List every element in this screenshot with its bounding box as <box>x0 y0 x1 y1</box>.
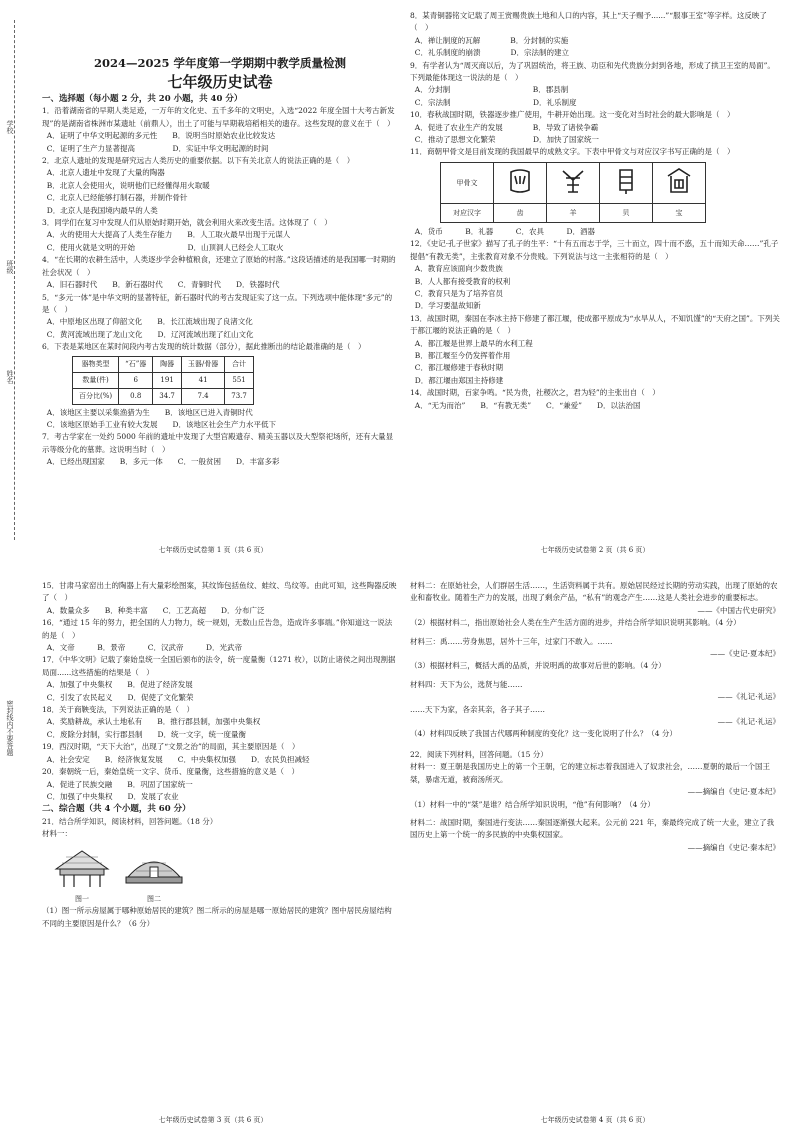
question-6-table <box>72 356 254 405</box>
oracle-bone-table <box>440 162 706 223</box>
table-header-cell: 器物类型 <box>73 356 119 372</box>
table-cell: 73.7 <box>225 388 254 404</box>
figure-1-caption: 图一 <box>75 894 89 903</box>
material-2-source: ——《中国古代史研究》 <box>697 605 780 615</box>
figure-2 <box>124 847 184 906</box>
binding-class-label: 班级 <box>6 260 14 274</box>
material-1-images <box>52 847 398 906</box>
oracle-glyph-tooth-icon <box>494 162 547 203</box>
question-11-options: A．货币 B．礼器 C．农具 D．酒器 <box>410 226 595 236</box>
material-6: 材料二：战国时期，秦国进行变法……秦国逐渐强大起来。公元前 221 年，秦最终完成了统一大业，建立了我国历史上第一个统一的多民族的中央集权国家。 <box>410 817 775 840</box>
questions-15-20: 15．甘肃马家窑出土的陶器上有大量彩绘图案，其纹饰包括鱼纹、蛙纹、鸟纹等。由此可知，这些陶器反映了（ ） A．数量众多 B．种类丰富 C．工艺高超 D．分布广泛 16．“通过 15 年的努力，把全国的人力物力，统一规划，无数山丘告急，造成许多事端。”你知道这一说法的是（ ） A．文帝 B．景帝 C．汉武帝 D．光武帝 17．《中华文明》记载了秦始皇统一全国后颁布的法令，统一度量衡（1271 枚），以防止诸侯之间出现割据局面......这些措施的结果是（ ） A．加强了中央集权 B．促进了经济发展 C．引发了农民起义 D．促使了文化繁荣 18．关于商鞅变法，下列说法正确的是（ ） A．奖励耕战，承认土地私有 B．推行郡县制，加强中央集权 C．废除分封制，实行郡县制 D．统一文字，统一度量衡 19．西汉时期，“天下大治”，出现了“文景之治”的局面，其主要原因是（ ） A．社会安定 B．经济恢复发展 C．中央集权加强 D．农民负担减轻 20．秦朝统一后，秦始皇统一文字、货币、度量衡，这些措施的意义是（ ） A．促进了民族交融 B．巩固了国家统一 C．加强了中央集权 D．发展了农业 <box>42 581 397 801</box>
question-21-4: （4）材料四反映了我国古代哪两种制度的变化？这一变化说明了什么？（4 分） <box>410 729 677 739</box>
page-3 <box>28 580 398 1128</box>
table-cell: 0.8 <box>119 388 153 404</box>
questions-12-14: 12．《史记·孔子世家》描写了孔子的生平：“十有五而志于学，三十而立，四十而不惑，五十而知天命……”孔子提倡“有教无类”，主张教育对象不分贵贱。下列说法与这一主张相符的是（ ） A．教育应该面向少数贵族 B．人人都有接受教育的权利 C．教育只是为了培养官员 D．学习要温故知新 13．战国时期，秦国在李冰主持下修建了都江堰，使成都平原成为“水旱从人，不知饥馑”的“天府之国”。下列关于都江堰的说法正确的是（ ） A．都江堰是世界上最早的水利工程 B．都江堰至今仍发挥着作用 C．都江堰修建于春秋时期 D．都江堰由郑国主持修建 14．战国时期，百家争鸣。“民为贵，社稷次之，君为轻”的主张出自（ ） A．“无为而治” B．“有教无类” C．“兼爱” D．以法治国 <box>410 239 780 410</box>
page-footer: 七年级历史试卷第 4 页（共 6 页） <box>540 1115 650 1124</box>
page-2 <box>410 10 780 558</box>
material-5-source: ——摘编自《史记·夏本纪》 <box>687 787 780 797</box>
table-cell: 6 <box>119 372 153 388</box>
question-21-3: （3）根据材料三，概括大禹的品质，并说明禹的故事对后世的影响。（4 分） <box>410 661 666 671</box>
page-4 <box>410 580 780 1128</box>
material-2: 材料二：在原始社会，人们群居生活……，生活资料属于共有。原始居民经过长期的劳动实践，出现了原始的农业和畜牧业。随着生产力的发展，出现了剩余产品，“私有”的观念产生……这是人类社会进步的重要标志。 <box>410 581 778 603</box>
questions-1-6: 1．沿着湖南省的早期人类足迹，一万年的文化史、五千多年的文明史，入选“2022 年度全国十大考古新发现”的是湖南省株洲市某遗址（前鼎人），出土了可能与早期栽培稻相关的遗存。这些发现的意义在于（ ） A．证明了中华文明起源的多元性 B．说明当时原始农业比较发达 C．证明了生产力显著提高 D．实证中华文明起源的时间 2．北京人遗址的发现是研究远古人类历史的重要依据。以下有关北京人的说法正确的是（ ） A．北京人遗址中发现了大量的陶器 B．北京人会使用火，说明他们已经懂得用火取暖 C．北京人已经能够打制石器，并制作骨针 D．北京人是我国境内最早的人类 3．同学们在复习中发现人们从原始时期开始，就会利用火来改变生活。这体现了（ ） A．火的使用大大提高了人类生存能力 B．人工取火最早出现于元谋人 C．使用火就是文明的开始 D．山顶洞人已经会人工取火 4．“在长期的农耕生活中，人类逐步学会种植粮食，还建立了原始的村落。”这段话描述的是我国哪一时期的社会状况（ ） A．旧石器时代 B．新石器时代 C．青铜时代 D．铁器时代 5．“多元一体”是中华文明的显著特征，新石器时代的考古发现证实了这一点。下列选项中能体现“多元”的是（ ） A．中原地区出现了仰韶文化 B．长江流域出现了良渚文化 C．黄河流域出现了龙山文化 D．辽河流域出现了红山文化 6．下表是某地区在某时间段内考古发现的统计数据（部分），据此推断出的结论最准确的是（ ） <box>42 106 396 352</box>
material-5: 材料一：夏王朝是我国历史上的第一个王朝，它的建立标志着我国进入了奴隶社会，……夏朝的最后一个国王桀，暴虐无道，被商汤所灭。 <box>410 762 770 784</box>
table-header-cell: “石”器 <box>119 356 153 372</box>
page-1 <box>28 10 398 558</box>
table-header-cell: 合计 <box>225 356 254 372</box>
question-21-1: （1）图一所示房屋属于哪种原始居民的建筑？图二所示的房屋是哪一原始居民的建筑？图中居民房屋结构不同的主要原因是什么？（6 分） <box>42 906 392 928</box>
table-cell: 羊 <box>547 203 600 222</box>
table-cell: 7.4 <box>181 388 224 404</box>
semi-subterranean-house-icon <box>124 847 184 889</box>
material-1-label: 材料一： <box>42 829 72 839</box>
stilt-house-icon <box>52 847 112 889</box>
table-cell: 贝 <box>600 203 653 222</box>
table-cell: 34.7 <box>153 388 182 404</box>
table-header-cell: 陶器 <box>153 356 182 372</box>
page-footer: 七年级历史试卷第 3 页（共 6 页） <box>158 1115 268 1124</box>
material-4b-source: ——《礼记·礼运》 <box>717 717 780 727</box>
exam-title: 2024—2025 学年度第一学期期中教学质量检测 <box>93 56 346 70</box>
material-3-source: ——《史记·夏本纪》 <box>710 649 780 659</box>
question-22-intro: 22．阅读下列材料，回答问题。（15 分） <box>410 749 548 759</box>
section-2-heading: 二、综合题（共 4 个小题，共 60 分） <box>42 804 191 815</box>
material-4a: 材料四：天下为公，选贤与能…… <box>410 679 523 689</box>
question-22-1: （1）材料一中的“桀”是谁？结合所学知识说明，“他”有何影响？（4 分） <box>410 799 655 809</box>
binding-dashed-line <box>14 20 15 540</box>
table-row-label: 甲骨文 <box>441 162 494 203</box>
question-21-2: （2）根据材料二，指出原始社会人类在生产生活方面的进步，并结合所学知识说明其影响。（4 分） <box>410 618 741 628</box>
oracle-glyph-treasure-icon <box>653 162 706 203</box>
binding-warning-label: 密封线内不要答题 <box>6 700 14 756</box>
table-cell: 齿 <box>494 203 547 222</box>
section-1-heading: 一、选择题（每小题 2 分，共 20 小题，共 40 分） <box>42 94 243 104</box>
oracle-glyph-sheep-icon <box>547 162 600 203</box>
table-cell: 数量(件) <box>73 372 119 388</box>
questions-6-7: A．该地区主要以采集渔猎为生 B．该地区已进入青铜时代 C．该地区原始手工业有较大发展 D．该地区社会生产力水平低下 7．考古学家在一处约 5000 年前的遗址中发现了大型宫殿遗存、精美玉器以及大型祭祀场所，还有大量显示等级分化的墓葬。这说明当时（ ） A．已经出现国家 B．多元一体 C．一般贫困 D．丰富多彩 <box>42 407 394 467</box>
figure-1 <box>52 847 112 906</box>
material-4a-source: ——《礼记·礼运》 <box>717 692 780 702</box>
material-3: 材料三：禹……劳身焦思，居外十三年，过家门不敢入。…… <box>410 636 613 646</box>
table-cell: 551 <box>225 372 254 388</box>
table-cell: 宝 <box>653 203 706 222</box>
questions-8-11: 8．某青铜器铭文记载了周王赏赐贵族土地和人口的内容，其上“天子赐予......”“服事王室”等字样。这反映了（ ） A．禅让制度的瓦解 B．分封制的实施 C．礼乐制度的崩溃 D．宗法制的建立 9．有学者认为“周灭商以后，为了巩固统治，将王族、功臣和先代贵族分封到各地，形成了拱卫王室的局面”。下列最能体现这一说法的是（ ） A．分封制 B．郡县制 C．宗法制 D．礼乐制度 10．春秋战国时期，铁器逐步推广使用，牛耕开始出现。这一变化对当时社会的最大影响是（ ） A．促进了农业生产的发展 B．导致了诸侯争霸 C．推动了思想文化繁荣 D．加快了国家统一 11．商朝甲骨文是目前发现的我国最早的成熟文字。下表中甲骨文与对应汉字书写正确的是（ ） <box>410 11 775 157</box>
table-cell: 41 <box>181 372 224 388</box>
material-4b: ……天下为家，各亲其亲，各子其子…… <box>410 704 545 714</box>
binding-school-label: 学校 <box>6 120 14 134</box>
paper-title: 七年级历史试卷 <box>167 73 273 91</box>
table-cell: 191 <box>153 372 182 388</box>
table-header-cell: 玉器/骨器 <box>181 356 224 372</box>
question-21-intro: 21．结合所学知识，阅读材料，回答问题。（18 分） <box>42 816 218 826</box>
figure-2-caption: 图二 <box>147 894 161 903</box>
page-footer: 七年级历史试卷第 1 页（共 6 页） <box>158 545 268 554</box>
table-row-label: 对应汉字 <box>441 203 494 222</box>
binding-name-label: 姓名 <box>6 370 14 384</box>
oracle-glyph-shell-icon <box>600 162 653 203</box>
table-cell: 百分比(%) <box>73 388 119 404</box>
material-6-source: ——摘编自《史记·秦本纪》 <box>687 842 780 852</box>
page-footer: 七年级历史试卷第 2 页（共 6 页） <box>540 545 650 554</box>
